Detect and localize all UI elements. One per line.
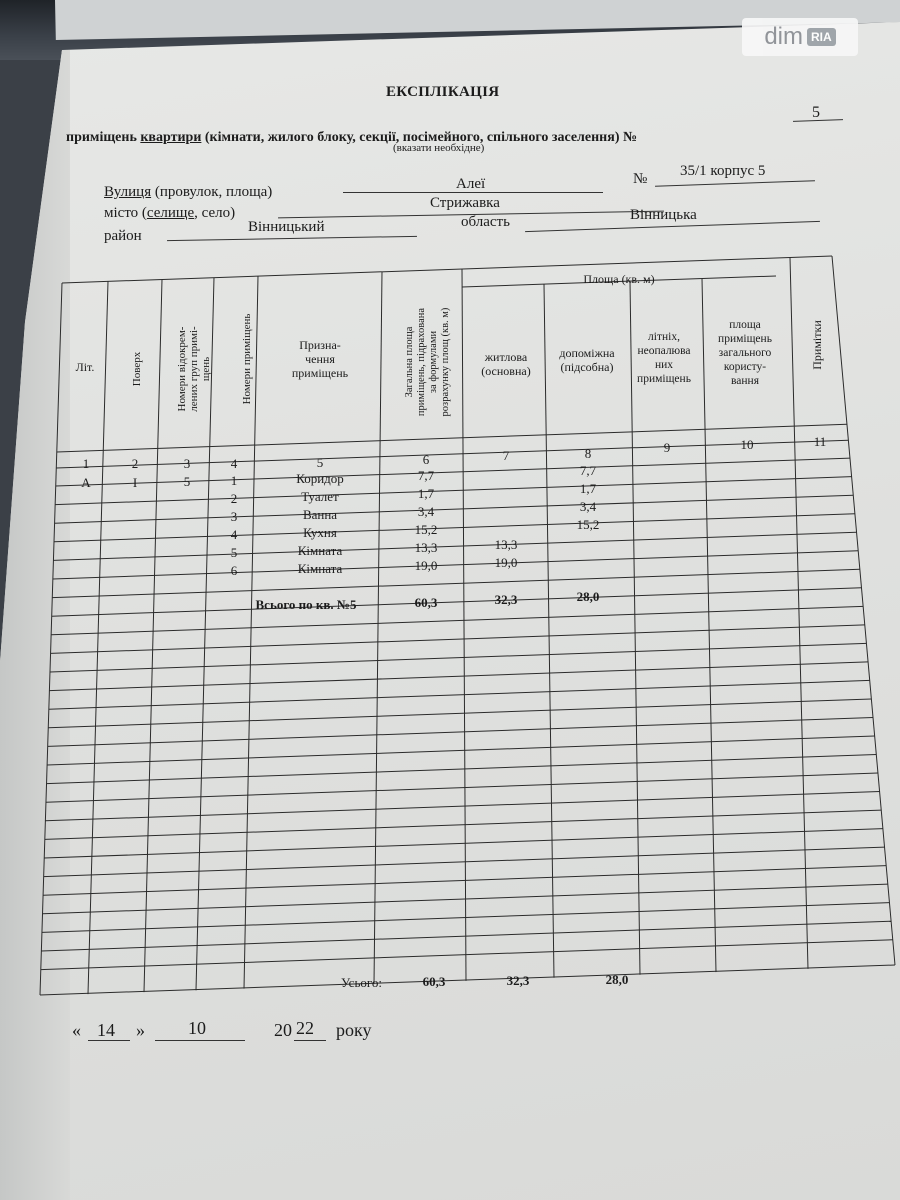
room-5-purpose: Кімната (297, 543, 343, 558)
colnum-9: 9 (663, 440, 671, 455)
colnum-10: 10 (740, 437, 754, 452)
date-month-line (155, 1040, 245, 1041)
region-label: область (461, 214, 510, 230)
date-year-prefix: 20 (274, 1020, 292, 1040)
table-col-line-10 (790, 257, 808, 968)
room-5-total: 13,3 (414, 540, 438, 555)
row1-floor: І (132, 475, 138, 490)
header-summer-rooms: літніх, неопалюва них приміщень (637, 331, 691, 385)
table-row-line-15 (49, 680, 870, 709)
table-row-line-12 (51, 625, 865, 654)
room-5-no: 5 (230, 545, 238, 560)
colnum-3: 3 (183, 456, 191, 471)
table-row-line-20 (46, 773, 878, 802)
table-col-line-7 (544, 284, 554, 978)
room-4-purpose: Кухня (303, 525, 337, 540)
watermark-text: dim (764, 23, 803, 50)
city-label-post: , село) (194, 205, 236, 221)
colnum-1: 1 (82, 456, 90, 471)
colnum-7: 7 (502, 448, 510, 463)
table-row-line-25 (43, 866, 886, 896)
room-3-total: 3,4 (417, 504, 435, 519)
room-1-total: 7,7 (417, 468, 435, 483)
date-close-quote: » (136, 1020, 145, 1040)
subtitle-hint: (вказати необхідне) (393, 142, 485, 154)
date-year-line (294, 1040, 326, 1041)
street-label-post: (провулок, площа) (151, 184, 273, 200)
room-4-no: 4 (230, 527, 238, 542)
row1-lit: А (81, 475, 91, 490)
subtitle-underlined: квартири (140, 130, 202, 145)
street-value: Алеї (456, 176, 486, 192)
apartment-number: 5 (812, 104, 820, 121)
table-border-left (40, 283, 62, 995)
row1-group: 5 (183, 474, 191, 489)
table-row-line-19 (47, 755, 877, 784)
room-2-purpose: Туалет (301, 489, 339, 504)
grand-total-aux: 28,0 (605, 972, 629, 987)
colnum-4: 4 (230, 456, 238, 471)
date-open-quote: « (72, 1020, 81, 1040)
grand-total-total: 60,3 (422, 974, 446, 989)
city-value: Стрижавка (430, 195, 500, 211)
room-2-aux: 1,7 (579, 481, 597, 496)
subtotal-total: 60,3 (414, 595, 438, 610)
table-row-line-16 (48, 699, 871, 728)
table-border-right (832, 256, 895, 965)
district-label: район (104, 228, 142, 244)
date-month: 10 (188, 1018, 206, 1038)
header-notes: Примітки (810, 320, 824, 370)
subtitle-post: (кімнати, жилого блоку, секції, посімейного, спільного заселення) № (201, 130, 638, 145)
table-row-line-14 (49, 662, 868, 691)
header-common-use: площа приміщень загального користу- вання (718, 319, 772, 387)
table-row-line-29 (41, 940, 893, 970)
room-1-purpose: Коридор (296, 471, 344, 486)
room-2-total: 1,7 (417, 486, 435, 501)
header-room-numbers: Номери приміщень (241, 313, 253, 405)
room-3-purpose: Ванна (302, 507, 338, 522)
table-row-line-24 (44, 847, 885, 876)
grand-total-label: Усього: (341, 975, 382, 990)
subtotal-label: Всього по кв. №5 (255, 597, 357, 612)
subtotal-living: 32,3 (494, 592, 518, 607)
table-col-line-1 (88, 281, 108, 994)
colnum-2: 2 (131, 456, 139, 471)
header-floor: Поверх (131, 351, 143, 387)
table-row-line-13 (50, 643, 866, 672)
colnum-8: 8 (584, 446, 592, 461)
header-auxiliary: допоміжна (підсобна) (559, 346, 615, 374)
table-row-line-18 (47, 736, 875, 765)
watermark-badge: RIA (807, 28, 836, 46)
header-living: житлова (основна) (481, 350, 531, 378)
header-total-area: Загальна площа приміщень, підрахована за формулами розрахунку площ (кв. м) (404, 307, 451, 417)
room-2-no: 2 (230, 491, 238, 506)
header-purpose: Призна- чення приміщень (291, 338, 349, 380)
table-col-line-2 (144, 279, 162, 992)
city-label-pre: місто ( (104, 205, 147, 221)
room-4-aux: 15,2 (576, 517, 600, 532)
district-value: Вінницький (248, 219, 325, 235)
house-number-value: 35/1 корпус 5 (680, 163, 766, 179)
street-label-underlined: Вулиця (104, 184, 152, 200)
table-row-line-22 (45, 810, 881, 839)
colnum-5: 5 (316, 455, 324, 470)
grand-total-living: 32,3 (506, 973, 530, 988)
header-area-group: Площа (кв. м) (583, 272, 655, 286)
room-6-living: 19,0 (494, 555, 518, 570)
room-1-no: 1 (230, 473, 238, 488)
colnum-6: 6 (422, 452, 430, 467)
room-6-purpose: Кімната (297, 561, 343, 576)
header-lit: Літ. (75, 360, 95, 374)
room-5-living: 13,3 (494, 537, 518, 552)
date-year-suffix: 22 (296, 1018, 314, 1038)
region-value: Вінницька (630, 207, 697, 223)
table-row-line-23 (44, 829, 883, 858)
room-1-aux: 7,7 (579, 463, 597, 478)
room-6-no: 6 (230, 563, 238, 578)
table-col-line-6 (462, 269, 466, 981)
room-4-total: 15,2 (414, 522, 438, 537)
number-label: № (633, 171, 648, 187)
subtotal-aux: 28,0 (576, 589, 600, 604)
room-3-no: 3 (230, 509, 238, 524)
date-year-word: року (336, 1020, 372, 1040)
table-row-line-17 (48, 717, 873, 746)
city-label-underlined: селище (146, 205, 195, 221)
colnum-11: 11 (813, 434, 827, 449)
header-group-numbers: Номери відокрем- лених груп примі- щень (176, 326, 212, 412)
room-6-total: 19,0 (414, 558, 438, 573)
table-row-line-21 (45, 792, 879, 821)
date-day: 14 (97, 1020, 115, 1040)
subtitle-pre: приміщень (66, 130, 141, 145)
room-3-aux: 3,4 (579, 499, 597, 514)
document-title: ЕКСПЛІКАЦІЯ (386, 84, 500, 100)
